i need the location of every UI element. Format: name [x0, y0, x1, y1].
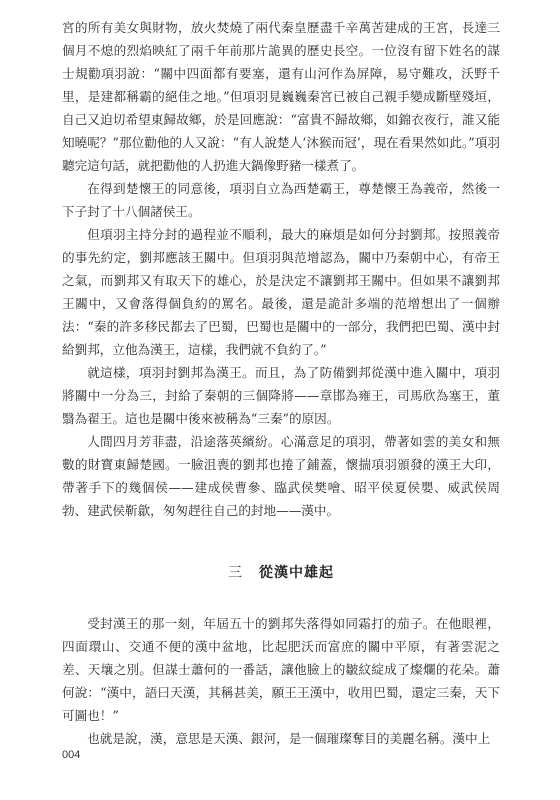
section-number: 三	[228, 565, 243, 581]
body-text-top	[62, 16, 500, 522]
body-text-bottom	[62, 612, 500, 750]
paragraph: 在得到楚懷王的同意後，項羽自立為西楚霸王，尊楚懷王為義帝，然後一下子封了十八個諸侯王。	[62, 181, 500, 219]
page-number: 004	[62, 749, 81, 761]
paragraph: 就這樣，項羽封劉邦為漢王。而且，為了防備劉邦從漢中進入關中，項羽將關中一分為三，封給了秦朝的三個降將——章邯為雍王，司馬欣為塞王，董翳為翟王。這也是關中後來被稱為“三秦”的原因。	[62, 365, 500, 426]
paragraph: 人間四月芳菲盡，沿途落英繽紛。心滿意足的項羽，帶著如雲的美女和無數的財寶東歸楚國。一臉沮喪的劉邦也捲了鋪蓋，懷揣項羽頒發的漢王大印，帶著手下的幾個侯——建成侯曹參、臨武侯樊噲、昭平侯夏侯嬰、威武侯周勃、建武侯靳歙，匆匆趕往自己的封地——漢中。	[62, 434, 500, 518]
paragraph: 但項羽主持分封的過程並不順利，最大的麻煩是如何分封劉邦。按照義帝的事先約定，劉邦應該王關中。但項羽與范增認為，關中乃秦朝中心，有帝王之氣，而劉邦又有取天下的雄心，於是決定不讓劉邦王關中。但如果不讓劉邦王關中，又會落得個負約的罵名。最後，還是詭計多端的范增想出了一個辦法：“秦的許多移民都去了巴蜀，巴蜀也是關中的一部分，我們把巴蜀、漢中封給劉邦，立他為漢王，這樣，我們就不負約了。”	[62, 227, 500, 357]
paragraph: 宮的所有美女與財物，放火焚燒了兩代秦皇歷盡千辛萬苦建成的王宮，長達三個月不熄的烈焰映紅了兩千年前那片詭異的歷史長空。一位沒有留下姓名的謀士規勸項羽說：“關中四面都有要塞，還有山河作為屏障，易守難攻，沃野千里，是建都稱霸的絕佳之地。”但項羽見巍巍秦宮已被自己親手變成斷壁殘垣，自己又迫切希望東歸故鄉，於是回應說：“富貴不歸故鄉，如錦衣夜行，誰又能知曉呢？”那位勸他的人又說：“有人說楚人‘沐猴而冠’，現在看果然如此。”項羽聽完這句話，就把勸他的人扔進大鍋像野豬一樣煮了。	[62, 20, 500, 173]
paragraph: 受封漢王的那一刻，年屆五十的劉邦失落得如同霜打的茄子。在他眼裡，四面環山、交通不便的漢中盆地，比起肥沃而富庶的關中平原，有著雲泥之差、天壤之別。但謀士蕭何的一番話，讓他臉上的皺紋綻成了燦爛的花朵。蕭何說：“漢中，語曰天漢，其稱甚美，願王王漢中，收用巴蜀，還定三秦，天下可圖也！”	[62, 616, 500, 723]
section-heading	[62, 562, 500, 585]
section-title: 從漢中雄起	[259, 565, 334, 581]
paragraph: 也就是說，漢，意思是天漢、銀河，是一個璀璨奪目的美麗名稱。漢中上	[87, 731, 491, 746]
